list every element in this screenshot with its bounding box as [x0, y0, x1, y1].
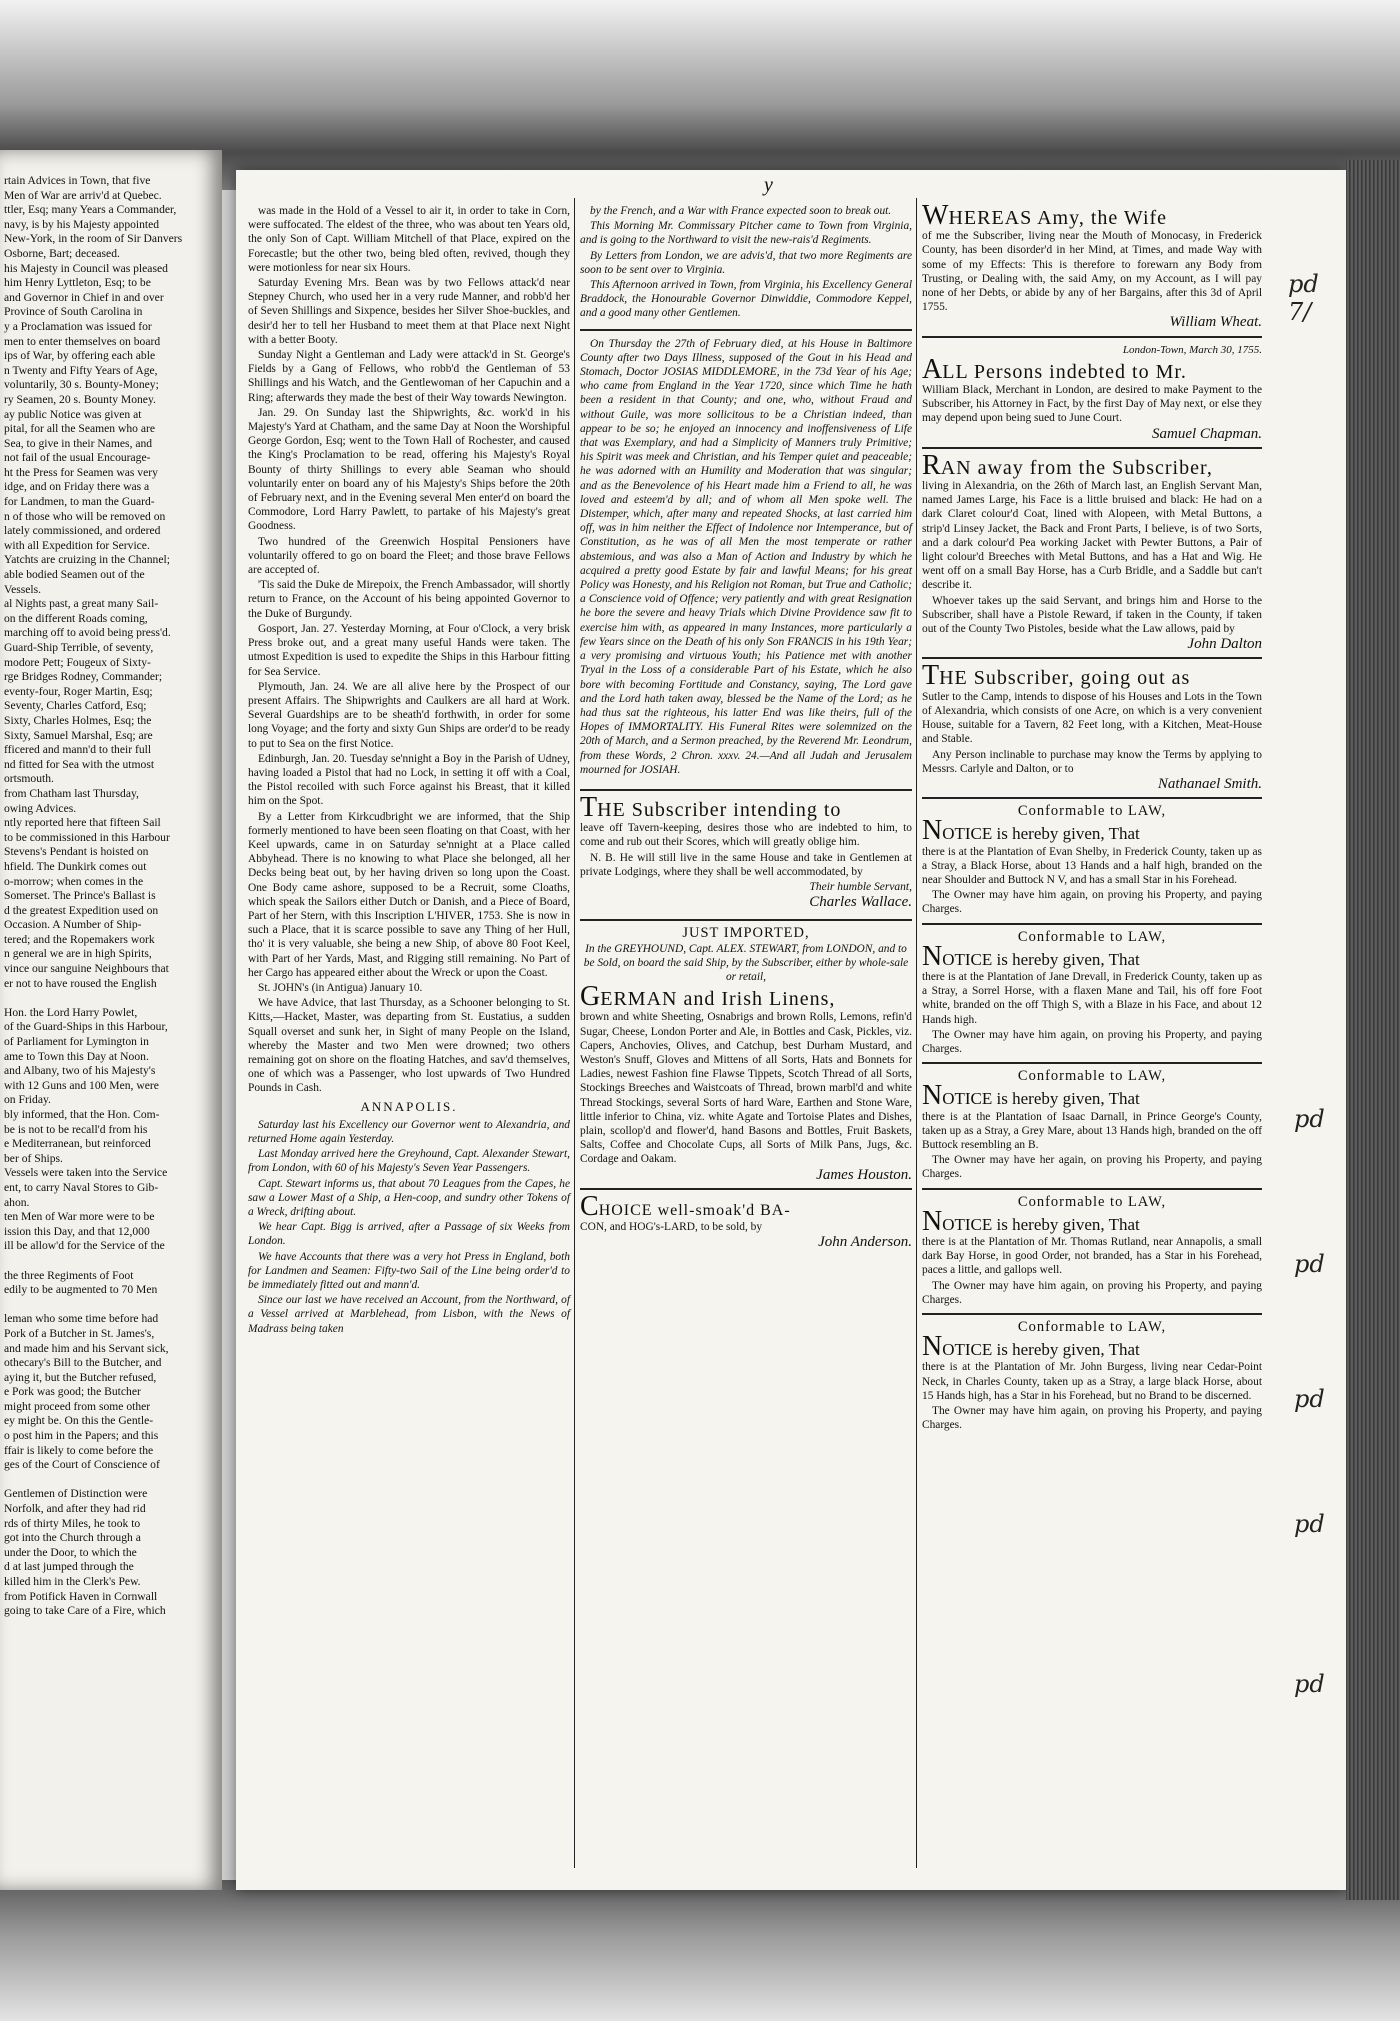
left-page-line: on Friday. — [4, 1093, 51, 1107]
margin-note-pd: pd — [1294, 1250, 1325, 1278]
left-page-line: and Albany, two of his Majesty's — [4, 1064, 156, 1078]
news-column-2 — [580, 204, 912, 1250]
left-page-line: ahon. — [4, 1195, 30, 1209]
left-page-line: Gentlemen of Distinction were — [4, 1487, 148, 1501]
obituary: On Thursday the 27th of February died, at his House in Baltimore County after two Days Illness, supposed of the Gout in his Head and Stomach, Doctor JOSIAS MIDDLEMORE, in the 73d Year of his Age; who came from England in the Year 1720, since which Time he hath been a resident in that County; and one, who, without Fraud and without Guile, was more sollicitous to be a Christian indeed, than appear to be so; he enjoyed an innocency and inoffensiveness of Life that was Exemplary, and had a Simplicity of Manners truly Primitive; his Spirit was meek and Christian, and his Temper quiet and peaceable; he was adorned with an Humility and Moderation that was singular; and as the Benevolence of his Heart made him a Friend to all, he was loved and esteem'd by all; and of whom all Men spoke well. The Distemper, which, after many and repeated Shocks, at last carried him off, was in him neither the Effect of Indolence nor Intemperance, but of Constitution, as he was of all Men the most temperate or rather abstemious, and was also a Man of Action and Industry by which he acquired a pretty good Estate by fair and lawful Means; for his great Policy was Honesty, and his Religion not Roman, but True and Catholic; a Conscience void of Offence; very patiently and with great Resignation he bore the severe and heavy Trials which Divine Providence saw fit to exercise him with, as appeared in many Instances, more particularly a few Years since on the Death of his only Son FRANCIS in his 19th Year; a very promising and virtuous Youth; his Patience met with another Tryal in the Loss of a considerable Part of his Estate, which he also bore with becoming Fortitude and Constancy, saying, The Lord gave and the Lord hath taken away, blessed be the Name of the Lord; as he had thus sat the righteous, his latter End was like theirs, full of the Hopes of IMMORTALITY. His Funeral Rites were solemnized on the 20th of March, and a Sermon preached, by the Reverend Mr. Leondrum, from these Words, 2 Chron. xxxv. 24.—And all Judah and Jerusalem mourned for JOSIAH. — [580, 337, 912, 776]
left-page-line: er not to have roused the English — [4, 976, 157, 990]
left-page-line: Occasion. A Number of Ship- — [4, 918, 142, 932]
ad-signature: James Houston. — [816, 1166, 912, 1183]
ad-body-2: Whoever takes up the said Servant, and brings him and Horse to the Subscriber, shall have a Pistole Reward, if taken in the County, if taken out of the County Two Pistoles, beside what the Law allows, paid by — [922, 594, 1262, 636]
left-page-line: al Nights past, a great many Sail- — [4, 597, 159, 611]
column-rule — [574, 198, 575, 1868]
margin-note-pd: pd — [1294, 1385, 1325, 1413]
left-page-line: ges of the Court of Conscience of — [4, 1458, 160, 1472]
left-page-line: ber of Ships. — [4, 1151, 63, 1165]
ad-anderson — [580, 1188, 912, 1250]
ad-headline: HOICE well-smoak'd BA- — [598, 1201, 791, 1219]
ad-signature: Charles Wallace. — [809, 894, 912, 911]
left-page-line: nd fitted for Sea with the utmost — [4, 757, 155, 771]
notice-headline: OTICE is hereby given, That — [942, 1340, 1140, 1360]
left-page-line — [4, 1254, 200, 1269]
left-page-line: killed him in the Clerk's Pew. — [4, 1575, 141, 1588]
notice-owner: The Owner may have him again, on proving his Property, and paying Charges. — [922, 1028, 1262, 1055]
ad-body: of me the Subscriber, living near the Mouth of Monocasy, in Frederick County, has been disorder'd in her Mind, at Times, and made Way with some of my Effects: This is therefore to forewarn any Body from Trusting, or Dealing with, the said Amy, on my Account, as I will pay none of her Debts, or abide by any of her Bargains, after this 3d of April 1755. — [922, 230, 1262, 314]
margin-note-pd: pd — [1294, 1510, 1325, 1538]
drop-initial: T — [922, 660, 940, 692]
ad-dalton — [922, 447, 1262, 652]
notice-law-head: Conformable to LAW, — [1017, 1068, 1167, 1085]
left-page-line: y a Proclamation was issued for — [4, 319, 152, 333]
left-page-line: Vessels were taken into the Service — [4, 1166, 168, 1180]
left-page-line: be is not to be recall'd from his — [4, 1122, 148, 1136]
left-page-line: modore Pett; Fougeux of Sixty- — [4, 655, 151, 669]
left-page-line — [4, 1298, 200, 1313]
left-page-line: to be commissioned in this Harbour — [4, 830, 170, 844]
divider — [580, 329, 912, 331]
stray-notice — [922, 797, 1262, 916]
news-paragraph: Sunday Night a Gentleman and Lady were attack'd in St. George's Fields by a Gang of Fellows, who robb'd the Gentleman of 53 Shillings and his Watch, and the Gentlewoman of her Capuchin and a Ring; afterwards they made the best of their Way towards Newington. — [248, 349, 570, 404]
drop-initial: N — [922, 1080, 943, 1112]
ad-headline: HE Subscriber, going out as — [939, 667, 1191, 690]
notice-law-head: Conformable to LAW, — [1017, 1319, 1167, 1335]
ad-body: living in Alexandria, on the 26th of March last, an English Servant Man, named James Large, his Face is a little bruised and black: He had on a dark Claret colour'd Coat, lined with Alopeen, with Metal Buttons, a strip'd Linsey Jacket, the Back and Front Parts, I believe, is of two Sorts, and a dark colour'd Pea working Jacket with Pewter Buttons, a Pair of light colour'd Breeches with Metal Buttons, and has a Hat and Wig. He went off on a small Bay Horse, has a Curb Bridle, and a Saddle but can't describe it. — [922, 480, 1262, 592]
left-page-line: tered; and the Ropemakers work — [4, 932, 155, 946]
left-page-line: idge, and on Friday there was a — [4, 480, 150, 494]
news-paragraph: Saturday last his Excellency our Governor went to Alexandria, and returned Home again Yesterday. — [248, 1118, 570, 1145]
left-page-line: ntly reported here that fifteen Sail — [4, 816, 161, 830]
left-page-line: Sixty, Samuel Marshal, Esq; are — [4, 728, 153, 742]
left-page-line: ission this Day, and that 12,000 — [4, 1224, 150, 1238]
left-page-line: him Henry Lyttleton, Esq; to be — [4, 276, 151, 290]
main-page — [236, 170, 1346, 1890]
left-page-line: on the different Roads coming, — [4, 611, 148, 625]
left-page-line: of the Guard-Ships in this Harbour, — [4, 1020, 168, 1034]
ad-headline: HE Subscriber intending to — [597, 798, 842, 821]
ad-body: brown and white Sheeting, Osnabrigs and brown Rolls, Lemons, refin'd Sugar, Cheese, London Porter and Ale, in Bottles and Cask, Pickles, viz. Capers, Anchovies, Olives, and Catchup, best Durham Mustard, and Weston's Snuff, Gloves and Mittens of all Sorts, Hats and Bonnets for Ladies, newest Fashion fine Flawse Tippets, Scotch Thread of all Sorts, Stockings Breeches and Waistcoats of Thread, brown marbl'd and white Thread Stockings, several Sorts of hard Ware, Earthen and Stone Ware, little inferior to China, viz. white Agate and Tortoise Plates and Dishes, plain, scollop'd and flower'd, hand Basons and Bottles, Fruit Baskets, Salts, Coffee and Chocolate Cups, all Sorts of Milk Pans, Jugs, &c. Cordage and Oakam. — [580, 1011, 912, 1166]
local-news — [580, 204, 912, 321]
left-page-line: men to enter themselves on board — [4, 334, 161, 348]
ad-headline: JUST IMPORTED, — [682, 925, 810, 942]
notice-body: there is at the Plantation of Mr. John Burgess, living near Cedar-Point Neck, in Charles County, taken up as a Stray, a large black Horse, about 15 Hands high, has a Star in his Forehead, but no Brand to be discerned. — [922, 1361, 1262, 1402]
news-paragraph: We have Advice, that last Thursday, as a Schooner belonging to St. Kitts,—Hacket, Master, was departing from St. Eustatius, a sudden Squall overset and sunk her, in Sight of many People on the Island, whereby the Master and two Men were drowned; two others remaining got on shore on the floating Hatches, and sav'd themselves, one of which was a Passenger, who lost upwards of Two Hundred Pounds in Cash. — [248, 997, 570, 1095]
left-page-line: ry Seamen, 20 s. Bounty Money. — [4, 392, 156, 406]
left-page-line: Men of War are arriv'd at Quebec. — [4, 188, 162, 202]
left-page-line: Stevens's Pendant is hoisted on — [4, 845, 149, 859]
left-page-line: marching off to avoid being press'd. — [4, 626, 171, 640]
news-paragraph: St. JOHN's (in Antigua) January 10. — [258, 981, 423, 994]
news-paragraph: Capt. Stewart informs us, that about 70 Leagues from the Capes, he saw a Lower Mast of a Ship, a Hen-coop, and sundry other Tokens of a Wreck, drifting about. — [248, 1177, 570, 1219]
left-page-line: Pork of a Butcher in St. James's, — [4, 1326, 155, 1340]
ad-signature: Samuel Chapman. — [1152, 425, 1262, 442]
left-page-line: navy, is by his Majesty appointed — [4, 217, 160, 231]
left-page-line: ips of War, by offering each able — [4, 349, 156, 363]
notice-body: there is at the Plantation of Isaac Darnall, in Prince George's County, taken up as a Stray, a Grey Mare, about 13 Hands high, branded on the off Buttock resembling an B. — [922, 1110, 1262, 1151]
left-page-line: n general we are in high Spirits, — [4, 947, 152, 961]
news-paragraph: This Afternoon arrived in Town, from Virginia, his Excellency General Braddock, the Honourable Governor Dinwiddie, Commodore Keppel, and a good many other Gentlemen. — [580, 279, 912, 320]
news-paragraph: We have Accounts that there was a very hot Press in England, both for Landmen and Seamen: Fifty-two Sail of the Line being order'd to be immediately fitted out and mann'd. — [248, 1250, 570, 1292]
left-page-line: ht the Press for Seamen was very — [4, 465, 158, 479]
left-page-line: Sixty, Charles Holmes, Esq; the — [4, 713, 152, 727]
ad-lead: ERMAN and Irish Linens, — [600, 988, 836, 1011]
left-page-line: his Majesty in Council was pleased — [4, 261, 168, 275]
ad-dateline: London-Town, March 30, 1755. — [1122, 343, 1262, 356]
drop-initial: N — [922, 1205, 943, 1237]
drop-initial: C — [580, 1190, 599, 1222]
left-page-line: pital, for all the Seamen who are — [4, 422, 155, 436]
news-paragraph: We hear Capt. Bigg is arrived, after a Passage of six Weeks from London. — [248, 1221, 570, 1248]
annapolis-heading: ANNAPOLIS. — [360, 1098, 458, 1114]
ads-column — [922, 200, 1262, 1433]
left-page-line: Yatchts are cruizing in the Channel; — [4, 553, 170, 567]
news-paragraph: By Letters from London, we are advis'd, that two more Regiments are soon to be sent over to Virginia. — [580, 249, 912, 276]
left-page-line: Osborne, Bart; deceased. — [4, 246, 120, 260]
news-paragraph: Plymouth, Jan. 24. We are all alive here by the Prospect of our present Affairs. The Shipwrights and Caulkers are all hard at Work. Several Guardships are to be sheath'd forthwith, in order for some long Voyage; and the forty and sixty Gun Ships are order'd to be ready to put to Sea on the first Notice. — [248, 680, 570, 750]
ad-headline: HEREAS Amy, the Wife — [948, 207, 1168, 229]
left-page-line: the three Regiments of Foot — [4, 1268, 134, 1282]
notice-body: there is at the Plantation of Jane Drevall, in Frederick County, taken up as a Stray, a Sorrel Horse, with a flaxen Mane and Tail, his off fore Foot white, branded on the off Thigh S, with a Blaze in his Face, and about 12 Hands high. — [922, 970, 1262, 1026]
left-page-line — [4, 991, 200, 1006]
left-page-line — [4, 1473, 200, 1488]
stray-notices — [922, 797, 1262, 1432]
left-page-line: e Pork was good; the Butcher — [4, 1385, 141, 1399]
ad-wallace — [580, 789, 912, 909]
left-page-line: voluntarily, 30 s. Bounty-Money; — [4, 378, 159, 392]
left-page-line: of Parliament for Lymington in — [4, 1035, 149, 1049]
left-page-line: with 12 Guns and 100 Men, were — [4, 1078, 159, 1092]
left-page-line: hfield. The Dunkirk comes out — [4, 859, 147, 873]
ad-houston — [580, 919, 912, 1181]
left-page-line: ffair is likely to come before the — [4, 1443, 154, 1457]
left-page-line: rge Bridges Rodney, Commander; — [4, 670, 163, 684]
ad-smith — [922, 657, 1262, 791]
left-page-line: d at last jumped through the — [4, 1560, 134, 1574]
ad-signature: John Anderson. — [818, 1234, 912, 1251]
left-page-line: n Twenty and Fifty Years of Age, — [4, 363, 158, 377]
drop-initial: G — [580, 981, 601, 1013]
left-page-line: o-morrow; when comes in the — [4, 874, 144, 888]
left-page-line: for Landmen, to man the Guard- — [4, 495, 155, 509]
notice-owner: The Owner may have her again, on proving his Property, and paying Charges. — [922, 1154, 1262, 1181]
column-rule — [916, 198, 917, 1868]
notice-law-head: Conformable to LAW, — [1017, 803, 1167, 820]
ad-signature: John Dalton — [1187, 636, 1262, 653]
left-page-line: New-York, in the room of Sir Danvers — [4, 232, 183, 246]
drop-initial: R — [922, 449, 941, 481]
left-page-column — [4, 174, 200, 1619]
ad-body: CON, and HOG's-LARD, to be sold, by — [580, 1221, 763, 1233]
notice-headline: OTICE is hereby given, That — [942, 1089, 1140, 1109]
left-page-line: ttler, Esq; many Years a Commander, — [4, 203, 177, 217]
notice-owner: The Owner may have him again, on proving his Property, and paying Charges. — [922, 889, 1262, 916]
left-page-line: lately commissioned, and ordered — [4, 524, 161, 538]
ad-body: Sutler to the Camp, intends to dispose of his Houses and Lots in the Town of Alexandria, which consists of one Acre, on which is a very convenient House, suitable for a Tavern, 82 Feet long, with a Kitchen, Meat-House and Stable. — [922, 690, 1262, 746]
left-page-line: Seventy, Charles Catford, Esq; — [4, 699, 147, 713]
ad-body-2: Any Person inclinable to purchase may know the Terms by applying to Messrs. Carlyle and Dalton, or to — [922, 748, 1262, 775]
drop-initial: N — [922, 940, 943, 972]
left-page-line: with all Expedition for Service. — [4, 538, 150, 552]
left-page-line: from Potifick Haven in Cornwall — [4, 1589, 158, 1603]
left-page-line: e Mediterranean, but reinforced — [4, 1137, 151, 1151]
left-page-line: rtain Advices in Town, that five — [4, 174, 151, 187]
margin-note-pd: pd — [1294, 1105, 1325, 1133]
notice-law-head: Conformable to LAW, — [1017, 1193, 1167, 1210]
left-page-line: and Governor in Chief in and over — [4, 290, 164, 304]
left-page-line: Norfolk, and after they had rid — [4, 1502, 146, 1516]
news-paragraph: This Morning Mr. Commissary Pitcher came to Town from Virginia, and is going to the Northward to visit the new-rais'd Regiments. — [580, 220, 912, 247]
left-page-line: edily to be augmented to 70 Men — [4, 1283, 158, 1297]
left-page-line: ey might be. On this the Gentle- — [4, 1414, 154, 1428]
notice-headline: OTICE is hereby given, That — [942, 949, 1140, 969]
news-paragraph: was made in the Hold of a Vessel to air it, in order to take in Corn, were suffocated. The eldest of the three, who was about ten Years old, the only Son of Capt. William Mitchell of that Place, expired on the Forecastle; but the other two, being bled often, revived, though they were motionless for near six Hours. — [248, 205, 570, 274]
left-page-line: Guard-Ship Terrible, of seventy, — [4, 641, 154, 654]
left-page-line: ill be allow'd for the Service of the — [4, 1239, 165, 1253]
ad-chapman — [922, 336, 1262, 441]
drop-initial: W — [922, 200, 949, 231]
left-page-line: d the greatest Expedition used on — [4, 903, 159, 917]
left-page-line: not fail of the usual Encourage- — [4, 451, 151, 465]
left-page-line: under the Door, to which the — [4, 1545, 137, 1559]
scan-shadow-bottom — [0, 1880, 1400, 2021]
news-paragraph: By a Letter from Kirkcudbright we are informed, that the Ship formerly mentioned to have been seen floating on that Coast, with her Keel upwards, came in on Saturday se'nnight at a Place called Abbyhead. There is no knowing to what Place she belonged, all her Decks being beat out, by her having driven so long upon the Coast. One Body came ashore, supposed to be a Recruit, some Cloaths, which speak the Sailors either Dutch or Danish, and a Piece of Board, Part of her Stern, with this Inscription L'HIVER, 1753. She is now in such a Place, that it is scarce possible to save any Thing of her Hull, tho' it is very valuable, she being a new Ship, of above 80 Foot Keel, with Part of her Yards, Mast, and Rigging still remaining. No Part of her Cargo has appeared either about the Wreck or upon the Coast. — [248, 810, 570, 979]
left-page-line: n of those who will be removed on — [4, 509, 166, 523]
left-page-line: vince our sanguine Neighbours that — [4, 962, 169, 976]
news-paragraph: 'Tis said the Duke de Mirepoix, the French Ambassador, will shortly return to France, on the Account of his being appointed Governor to the Duke of Burgundy. — [248, 579, 570, 620]
news-column-1 — [248, 204, 570, 1337]
notice-body: there is at the Plantation of Evan Shelby, in Frederick County, taken up as a Stray, a Black Horse, about 13 Hands and a half high, branded on the near Shoulder and Buttock N V, and has a small Star in his Forehead. — [922, 845, 1262, 886]
ad-body: William Black, Merchant in London, are desired to make Payment to the Subscriber, his Attorney in Fact, by the first Day of May next, or else they may depend upon being sued to June Court. — [922, 384, 1262, 425]
news-paragraph: Two hundred of the Greenwich Hospital Pensioners have voluntarily offered to go on board the Fleet; and those brave Fellows are accepted of. — [248, 535, 570, 577]
ad-headline: AN away from the Subscriber, — [940, 456, 1213, 479]
left-page — [0, 150, 222, 1890]
ad-wheat — [922, 200, 1262, 331]
notice-owner: The Owner may have him again, on proving his Property, and paying Charges. — [922, 1405, 1262, 1432]
notice-body: there is at the Plantation of Mr. Thomas Rutland, near Annapolis, a small dark Bay Horse, in good Order, not branded, has a Star in his Forehead, paces a little, and gallops well. — [922, 1235, 1262, 1277]
left-page-line: might proceed from some other — [4, 1399, 151, 1413]
news-paragraph: Edinburgh, Jan. 20. Tuesday se'nnight a Boy in the Parish of Udney, having loaded a Pistol that had no Lock, in setting it off with a Coal, the Pistol recoiled with such Force against his Breast, that it killed him on the Spot. — [248, 752, 570, 808]
notice-headline: OTICE is hereby given, That — [942, 1214, 1140, 1234]
left-page-line: ent, to carry Naval Stores to Gib- — [4, 1180, 159, 1194]
left-page-line: from Chatham last Thursday, — [4, 786, 139, 800]
news-paragraph: by the French, and a War with France expected soon to break out. — [590, 205, 892, 217]
news-paragraphs — [248, 204, 570, 1096]
stray-notice — [922, 1313, 1262, 1432]
left-page-line: o post him in the Papers; and this — [4, 1429, 159, 1443]
left-page-line: owing Advices. — [4, 801, 77, 815]
annapolis-news — [248, 1118, 570, 1336]
left-page-line: ay public Notice was given at — [4, 407, 142, 421]
left-page-line: fficered and mann'd to their full — [4, 743, 152, 757]
notice-headline: OTICE is hereby given, That — [942, 824, 1140, 844]
left-page-line: and made him and his Servant sick, — [4, 1341, 169, 1355]
news-paragraph: Jan. 29. On Sunday last the Shipwrights, &c. work'd in his Majesty's Yard at Chatham, and the same Day at Noon the Worshipful George Gordon, Esq; went to the Town Hall of Rochester, and caused the King's Proclamation to be read, offering his Majesty's Royal Bounty of thirty Shillings to every able Seaman who should voluntarily enter on board any of his Majesty's Ships before the 20th of February next, and in the Evening several Men enter'd on board the Commodore, Lord Harry Pawlett, to partake of his Majesty's great Goodness. — [248, 406, 570, 533]
stray-notice — [922, 1188, 1262, 1307]
left-page-line: Sea, to give in their Names, and — [4, 436, 153, 450]
left-page-line: leman who some time before had — [4, 1312, 159, 1326]
drop-initial: A — [922, 353, 943, 385]
left-page-line: eventy-four, Roger Martin, Esq; — [4, 684, 153, 698]
left-page-line: aying it, but the Butcher refused, — [4, 1370, 157, 1384]
left-page-line: Province of South Carolina in — [4, 305, 143, 319]
ad-body: leave off Tavern-keeping, desires those who are indebted to him, to come and rub out their Scores, which will greatly oblige him. — [580, 822, 912, 849]
drop-initial: N — [922, 815, 943, 847]
margin-note-pd7: pd 7/ — [1288, 270, 1319, 326]
news-paragraph: Last Monday arrived here the Greyhound, Capt. Alexander Stewart, from London, with 60 of his Majesty's Seven Year Passengers. — [248, 1148, 570, 1175]
left-page-line: got into the Church through a — [4, 1531, 141, 1545]
left-page-line: ortsmouth. — [4, 772, 54, 786]
margin-note-pd: pd — [1294, 1670, 1325, 1698]
drop-initial: T — [580, 791, 598, 823]
left-page-line: Vessels. — [4, 582, 42, 596]
ad-headline: LL Persons indebted to Mr. — [942, 360, 1187, 383]
left-page-line: bly informed, that the Hon. Com- — [4, 1108, 160, 1121]
news-paragraph: Since our last we have received an Account, from the Northward, of a Vessel arrived at Marblehead, from Lisbon, with the News of Madrass being taken — [248, 1294, 570, 1335]
notice-law-head: Conformable to LAW, — [1017, 928, 1167, 945]
ad-intro: In the GREYHOUND, Capt. ALEX. STEWART, from LONDON, and to be Sold, on board the said Ship, by the Subscriber, either by whole-sale or retail, — [583, 942, 909, 983]
left-page-line: Hon. the Lord Harry Powlet, — [4, 1005, 138, 1019]
corner-mark: y — [764, 174, 773, 196]
left-page-line: Somerset. The Prince's Ballast is — [4, 889, 156, 903]
notice-owner: The Owner may have him again, on proving his Property, and paying Charges. — [922, 1279, 1262, 1306]
ad-signature: William Wheat. — [1169, 314, 1262, 331]
ad-signature: Nathanael Smith. — [1157, 775, 1262, 792]
left-page-line: othecary's Bill to the Butcher, and — [4, 1356, 162, 1370]
news-paragraph: Gosport, Jan. 27. Yesterday Morning, at Four o'Clock, a very brisk Press broke out, and a great many useful Hands were taken. The utmost Expedition is used to expedite the Ships in this Harbour fitting for Sea Service. — [248, 622, 570, 678]
ad-closing: Their humble Servant, — [809, 880, 912, 893]
stray-notice — [922, 1062, 1262, 1181]
stray-notice — [922, 923, 1262, 1057]
drop-initial: N — [922, 1331, 943, 1363]
left-page-line: able bodied Seamen out of the — [4, 568, 145, 582]
left-page-line: rds of thirty Miles, he took to — [4, 1516, 141, 1530]
page-edge — [1346, 160, 1400, 1900]
left-page-line: ame to Town this Day at Noon. — [4, 1049, 149, 1063]
ad-note: N. B. He will still live in the same House and take in Gentlemen at private Lodgings, where they shall be well accommodated, by — [580, 851, 912, 878]
left-page-line: ten Men of War more were to be — [4, 1210, 155, 1224]
news-paragraph: Saturday Evening Mrs. Bean was by two Fellows attack'd near Stepney Church, who used her in a very rude Manner, and robb'd her of Seven Shillings and Sixpence, besides her Silver Shoe-buckles, and desir'd her to tell her Husband to meet them at that Place next Night with a better Booty. — [248, 277, 570, 346]
left-page-line: going to take Care of a Fire, which — [4, 1604, 166, 1618]
